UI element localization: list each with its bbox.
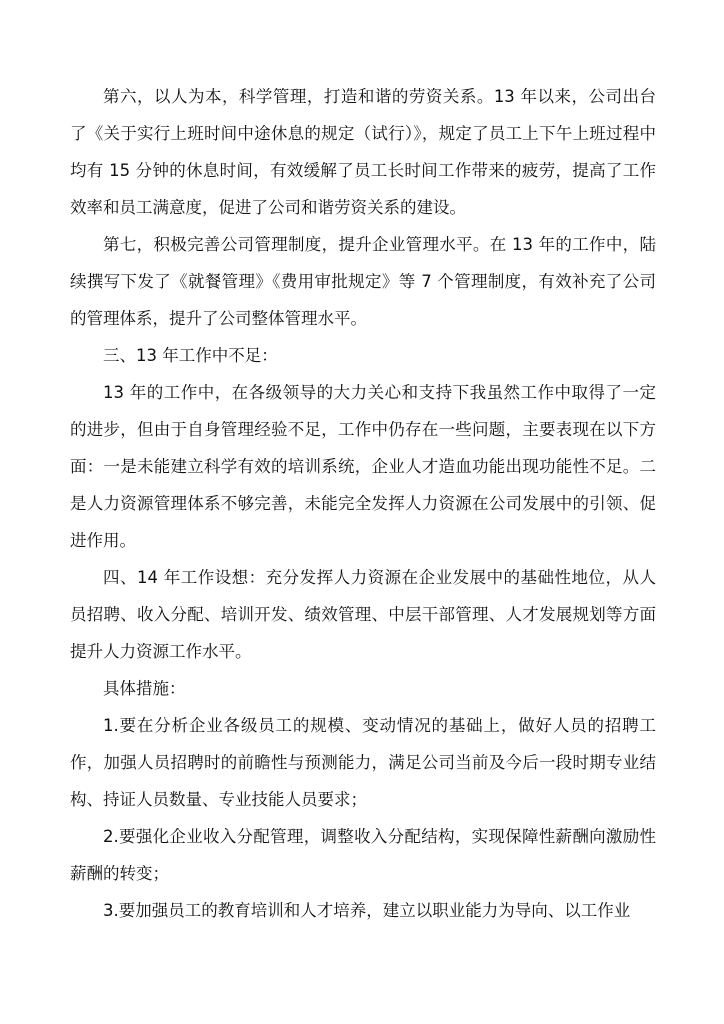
paragraph-management-system: 第七，积极完善公司管理制度，提升企业管理水平。在 13 年的工作中，陆续撰写下发了《就餐管理》《费用审批规定》等 7 个管理制度，有效补充了公司的管理体系，提升了公司整体管理水平。 — [70, 235, 656, 328]
heading-specific-measures: 具体措施： — [103, 679, 186, 698]
paragraph-work-plan: 四、14 年工作设想：充分发挥人力资源在企业发展中的基础性地位，从人员招聘、收入分配、培训开发、绩效管理、中层干部管理、人才发展规划等方面提升人力资源工作水平。 — [70, 568, 656, 661]
paragraph-harmonious-labor-relations: 第六，以人为本，科学管理，打造和谐的劳资关系。13 年以来，公司出台了《关于实行上班时间中途休息的规定（试行）》，规定了员工上下午上班过程中均有 15 分钟的休息时间，有效缓解了员工长时间工作带来的疲劳，提高了工作效率和员工满意度，促进了公司和谐劳资关系的建设。 — [70, 87, 656, 217]
list-item-compensation: 2.要强化企业收入分配管理，调整收入分配结构，实现保障性薪酬向激励性薪酬的转变； — [70, 827, 656, 883]
paragraph-shortcomings: 13 年的工作中，在各级领导的大力关心和支持下我虽然工作中取得了一定的进步，但由于自身管理经验不足，工作中仍存在一些问题，主要表现在以下方面：一是未能建立科学有效的培训系统，企业人才造血功能出现功能性不足。二是人力资源管理体系不够完善，未能完全发挥人力资源在公司发展中的引领、促进作用。 — [70, 383, 656, 550]
list-item-training: 3.要加强员工的教育培训和人才培养，建立以职业能力为导向、以工作业 — [103, 901, 631, 920]
list-item-recruitment: 1.要在分析企业各级员工的规模、变动情况的基础上，做好人员的招聘工作，加强人员招聘时的前瞻性与预测能力，满足公司当前及今后一段时期专业结构、持证人员数量、专业技能人员要求； — [70, 716, 656, 809]
heading-shortcomings: 三、13 年工作中不足： — [103, 346, 278, 365]
